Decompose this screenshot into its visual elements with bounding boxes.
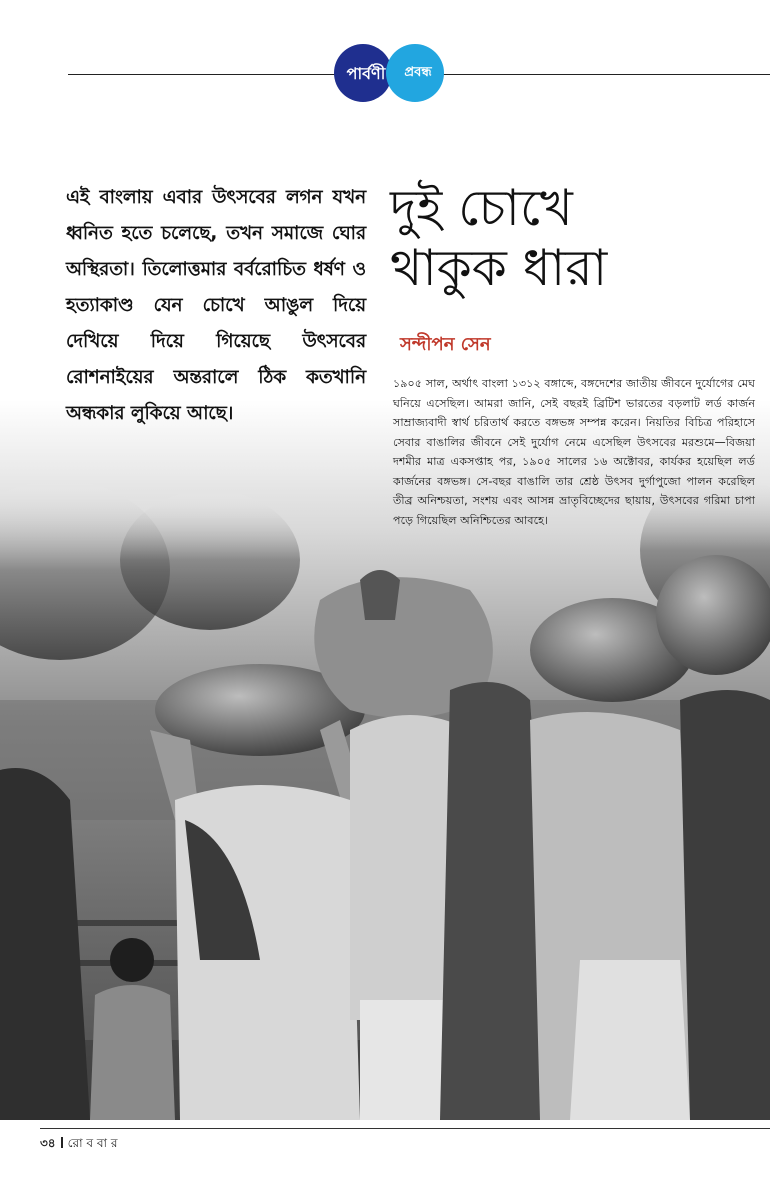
badge-label-parbani: পার্বণী [346,64,386,83]
lead-paragraph: এই বাংলায় এবার উৎসবের লগন যখন ধ্বনিত হতে চলেছে, তখন সমাজে ঘোর অস্থিরতা। তিলোত্তমার বর্বরোচিত ধর্ষণ ও হত্যাকাণ্ড যেন চোখে আঙুল দিয়ে দেখিয়ে দিয়ে গিয়েছে উৎসবের রোশনাইয়ের অন্তরালে ঠিক কতখানি অন্ধকার লুকিয়ে আছে। [66,187,366,424]
page-folio [40,1135,117,1155]
title-line-1: দুই চোখে [390,179,573,237]
magazine-name: রো ব বা র [67,1136,118,1150]
section-badge [334,44,452,102]
footer-rule [40,1128,770,1129]
article-body: ১৯০৫ সাল, অর্থাৎ বাংলা ১৩১২ বঙ্গাব্দে, বঙ্গদেশের জাতীয় জীবনে দুর্যোগের মেঘ ঘনিয়ে এসেছিল। আমরা জানি, সেই বছরই ব্রিটিশ ভারতের বড়লাট লর্ড কার্জন সাম্রাজ্যবাদী স্বার্থ চরিতার্থ করতে বঙ্গভঙ্গ সম্পন্ন করেন। নিয়তির বিচিত্র পরিহাসে সেবার বাঙালির জীবনে সেই দুর্যোগ নেমে এসেছিল উৎসবের মরশুমে—বিজয়া দশমীর মাত্র একসপ্তাহ পর, ১৯০৫ সালের ১৬ অক্টোবর, কার্যকর হয়েছিল লর্ড কার্জনের বঙ্গভঙ্গ। সে-বছর বাঙালি তার শ্রেষ্ঠ উৎসব দুর্গাপুজো পালন করেছিল তীব্র অনিশ্চয়তা, সংশয় এবং আসন্ন ভ্রাতৃবিচ্ছেদের ছায়ায়, উৎসবের গরিমা চাপা পড়ে গিয়েছিল অনিশ্চিতের আবহে। [393,377,755,527]
badge-label-prabandha: প্রবন্ধ [404,65,432,80]
author-byline: সন্দীপন সেন [400,334,491,355]
page-number: ৩৪ [40,1136,56,1150]
title-line-2: থাকুক ধারা [390,239,608,297]
folio-separator [61,1137,63,1148]
article-title [390,178,760,298]
lead-paragraph-box [66,180,366,432]
